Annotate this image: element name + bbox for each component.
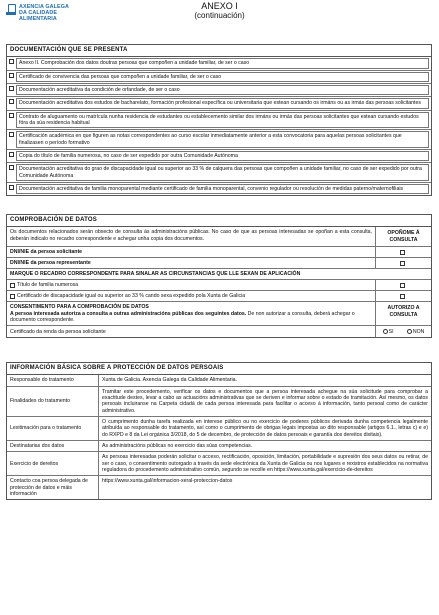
no-label: NON xyxy=(412,328,425,335)
consent-text: De non autorizar a consulta, deberá achegar o documento correspondente. xyxy=(10,310,355,324)
cert-renda-row xyxy=(7,326,431,337)
doc-checkbox[interactable] xyxy=(9,152,14,157)
consent-row xyxy=(7,302,431,326)
authorize-yes-radio[interactable] xyxy=(383,329,394,335)
circumstance-row xyxy=(7,291,431,302)
documentation-section xyxy=(6,44,432,196)
info-value: Xunta de Galicia. Axencia Galega da Calidade Alimentaria. xyxy=(102,377,237,384)
doc-item-label: Documentación acreditativa do grao de discapacidade igual ou superior ao 33 % de calquera das persoas que compoñen a unidade familiar, no caso de ser expedido por outra Comunidade Autónoma xyxy=(16,164,429,181)
doc-checkbox[interactable] xyxy=(9,99,14,104)
comprobacion-intro: Os documentos relacionados serán obxecto de consulta ás administracións públicas. No caso de que as persoas interesadas se opoñan a esta consulta, deberán indicalo no recadro correspondente e achegar unha copia dos documentos. xyxy=(10,229,372,242)
radio-circle-icon xyxy=(383,329,388,334)
oppose-checkbox[interactable] xyxy=(400,294,405,299)
info-key: Lexitimación para o tratamento xyxy=(7,417,99,440)
comprobacion-intro-row xyxy=(7,227,431,247)
doc-checkbox[interactable] xyxy=(9,86,14,91)
info-value: O cumprimento dunha tarefa realizada en interese público ou no exercicio de poderes públicos derivada dunha competencia legalmente atribuída ao responsable do tratamento, así como o cumprimento de obrigas legais impostas ao dito responsable (artigos 6.1., letras c) e e) do RXPD e 8 da Lei orgánica 3/2018, do 5 de decembro, de protección de datos persoais e garantía dos dereitos dixitais). xyxy=(102,419,428,438)
doc-checkbox[interactable] xyxy=(9,165,14,170)
consent-text-block xyxy=(10,311,372,324)
info-row xyxy=(7,387,431,417)
info-link[interactable]: https://www.xunta.gal/informacion-xeral-proteccion-datos xyxy=(102,478,233,485)
info-key: Responsable do tratamento xyxy=(7,375,99,385)
data-protection-section xyxy=(6,362,432,500)
doc-item-label: Certificado de convivencia das persoas que compoñen a unidade familiar, de ser o caso xyxy=(16,72,429,82)
info-key: Contacto coa persoa delegada de protección de datos e máis información xyxy=(7,476,99,499)
oppose-header: OPOÑOME Á CONSULTA xyxy=(375,227,431,246)
info-value: As persoas interesadas poderán solicitar o acceso, rectificación, oposición, limitación, portabilidade e supresión dos seus datos ou retirar, de ser o caso, o consentimento outorgado a través da sede electrónica da Xunta de Galicia ou nos lugares e rexistros establecidos na normativa reguladora do procedemento administrativo común, segundo se recolle en https://www.xunta.gal/exercicio-de-dereitos xyxy=(102,454,428,474)
info-row xyxy=(7,417,431,441)
doc-item xyxy=(7,183,431,195)
info-row xyxy=(7,476,431,499)
info-row xyxy=(7,441,431,452)
oppose-cell xyxy=(375,258,431,268)
doc-item xyxy=(7,97,431,110)
doc-checkbox[interactable] xyxy=(9,132,14,137)
circumstance-checkbox[interactable] xyxy=(10,294,15,299)
info-key: Finalidades do tratamento xyxy=(7,387,99,416)
comprobacion-title: COMPROBACIÓN DE DATOS xyxy=(7,215,431,227)
circumstance-label: Título de familia numerosa xyxy=(17,282,79,289)
authorize-no-radio[interactable] xyxy=(407,329,425,335)
circumstance-row xyxy=(7,280,431,291)
annex-heading xyxy=(0,2,439,21)
doc-item xyxy=(7,57,431,70)
circumstance-label: Certificado de discapacidade igual ou superior ao 33 % cando sexa expedido pola Xunta de Galicia xyxy=(17,293,246,300)
info-row xyxy=(7,452,431,476)
oppose-checkbox[interactable] xyxy=(400,283,405,288)
doc-item-label: Documentación acreditativa dos estudos de bacharelato, formación profesional específica ou universitaria que estean cursando os irmáns ou as irmás das persoas solicitantes xyxy=(16,98,429,108)
oppose-cell xyxy=(375,247,431,257)
authorize-header: AUTORIZO A CONSULTA xyxy=(375,302,431,325)
doc-checkbox[interactable] xyxy=(9,185,14,190)
data-protection-title: INFORMACIÓN BÁSICA SOBRE A PROTECCIÓN DE DATOS PERSOAIS xyxy=(7,363,431,375)
doc-item xyxy=(7,71,431,84)
doc-item-label: Copia do título de familia numerosa, no caso de ser expedido por outra Comunidade Autónoma xyxy=(16,151,429,161)
doc-item-label: Documentación acreditativa da condición de orfandade, de ser o caso xyxy=(16,85,429,95)
doc-checkbox[interactable] xyxy=(9,113,14,118)
info-value: As administracións públicas no exercicio das súas competencias. xyxy=(102,443,253,450)
circumstance-label-wrap xyxy=(7,282,375,288)
comprobacion-row-label: DNI/NIE da persoa representante xyxy=(10,259,91,266)
info-key: Destinatarias dos datos xyxy=(7,441,99,451)
radio-circle-icon xyxy=(407,329,412,334)
documentation-title: DOCUMENTACIÓN QUE SE PRESENTA xyxy=(7,45,431,57)
circumstance-oppose-cell xyxy=(375,291,431,301)
consent-title: CONSENTIMENTO PARA A COMPROBACIÓN DE DATOS xyxy=(10,304,149,311)
circumstance-oppose-cell xyxy=(375,280,431,290)
oppose-checkbox[interactable] xyxy=(400,250,405,255)
comprobacion-row xyxy=(7,258,431,269)
circumstance-label-wrap xyxy=(7,293,375,299)
comprobacion-row xyxy=(7,247,431,258)
page-header xyxy=(0,0,439,36)
doc-item-label: Certificación académica en que figuren as notas correspondentes ao curso escolar inmediatamente anterior a esta convocatoria para aquelas persoas solicitantes que finalizasen o período formativo xyxy=(16,131,429,148)
consent-text-bold: A persoa interesada autoriza a consulta a outras administracións públicas dos seguintes datos. xyxy=(10,310,247,317)
doc-checkbox[interactable] xyxy=(9,59,14,64)
consent-text-wrap xyxy=(7,302,375,325)
cert-renda-label: Certificado da renda da persoa solicitante xyxy=(10,328,106,335)
authorize-options xyxy=(375,326,431,337)
doc-checkbox[interactable] xyxy=(9,73,14,78)
info-value: Tramitar este procedemento, verificar os datos e documentos que a persoa interesada achegue na súa solicitude para comprobar a exactitude destes, levar a cabo as actuacións administrativas que se deriven e informar sobre o estado de tramitación. Así mesmo, os datos persoais incluiranse na Carpeta cidadá de cada persoa interesada para facilitar o acceso á información, tanto persoal como de carácter administrativo. xyxy=(102,388,428,414)
doc-item xyxy=(7,163,431,183)
mark-header: MARQUE O RECADRO CORRESPONDENTE PARA SINALAR AS CIRCUNSTANCIAS QUE LLE SEXAN DE APLICACIÓN xyxy=(7,269,431,280)
circumstance-checkbox[interactable] xyxy=(10,283,15,288)
info-key: Exercicio de dereitos xyxy=(7,452,99,475)
oppose-checkbox[interactable] xyxy=(400,261,405,266)
doc-item xyxy=(7,84,431,97)
doc-item xyxy=(7,130,431,150)
comprobacion-row-label: DNI/NIE da persoa solicitante xyxy=(10,248,83,255)
logo-text: AXENCIA GALEGA DA CALIDADE ALIMENTARIA xyxy=(19,4,70,23)
annex-subtitle: (continuación) xyxy=(194,10,245,20)
comprobacion-section xyxy=(6,214,432,338)
yes-label: SI xyxy=(388,328,394,335)
info-row xyxy=(7,375,431,386)
doc-item-label: Documentación acreditativa de familia monoparental mediante certificado de familia monoparental, convenio regulador ou resolución de medidas paterno/maternofiliais xyxy=(16,184,429,194)
doc-item xyxy=(7,150,431,163)
doc-item-label: Contrato de aluguamento ou matrícula nunha residencia de estudantes ou establecemento similar dos irmáns ou irmás das persoas solicitantes que estean cursando estudos fóra da súa residencia habitual xyxy=(16,112,429,129)
doc-item xyxy=(7,111,431,131)
annex-title: ANEXO I xyxy=(201,1,238,11)
doc-item-label: Anexo II. Comprobación dos datos doutras persoas que compoñen a unidade familiar, de ser o caso xyxy=(16,58,429,68)
